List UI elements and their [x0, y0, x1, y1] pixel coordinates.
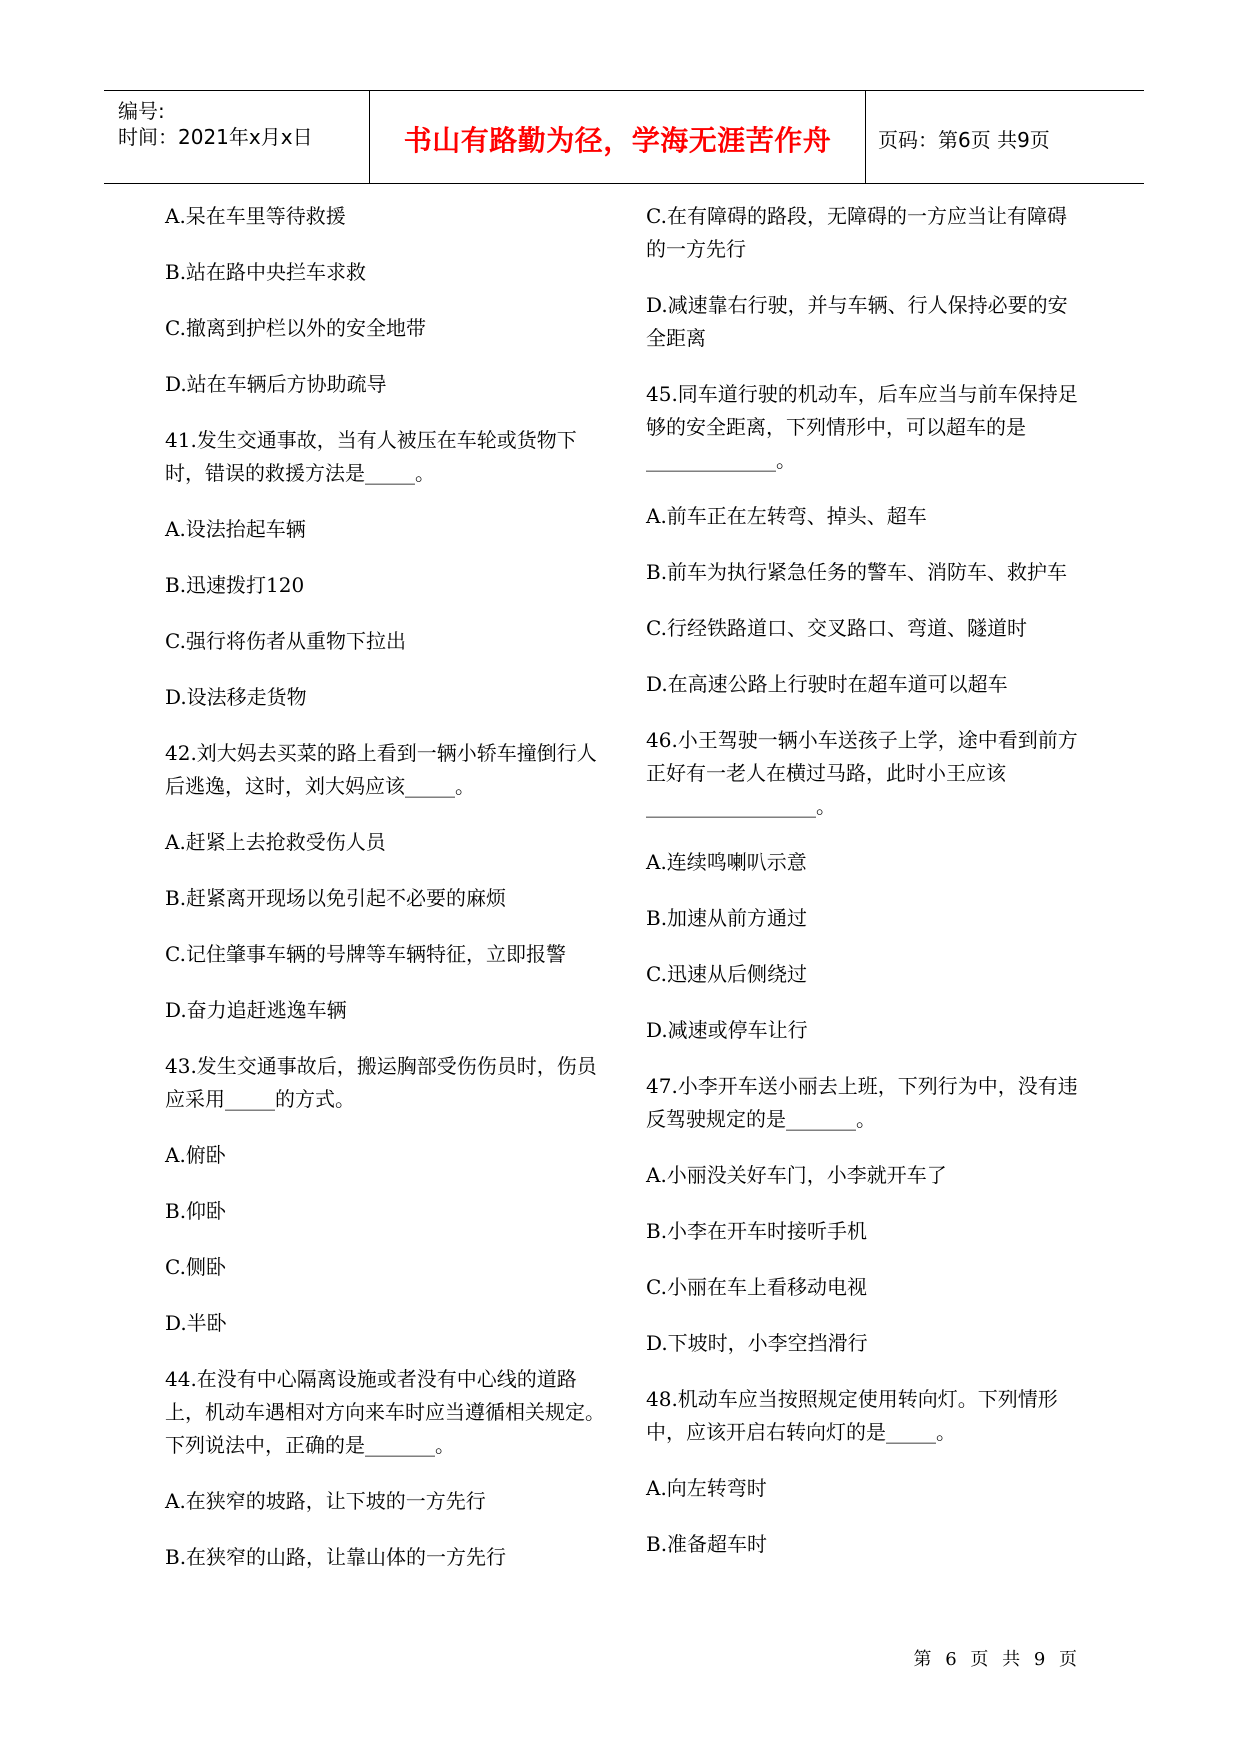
question-paragraph: B.迅速拨打120: [165, 573, 305, 597]
question-paragraph: C.小丽在车上看移动电视: [646, 1275, 867, 1299]
question-paragraph: D.奋力追赶逃逸车辆: [165, 998, 347, 1022]
question-paragraph: B.准备超车时: [646, 1532, 768, 1556]
document-time-label: 时间：2021年x月x日: [118, 125, 313, 149]
question-paragraph: D.站在车辆后方协助疏导: [165, 372, 387, 396]
question-paragraph: B.赶紧离开现场以免引起不必要的麻烦: [165, 886, 507, 910]
question-paragraph: B.前车为执行紧急任务的警车、消防车、救护车: [646, 560, 1068, 584]
left-column: [165, 200, 605, 1597]
question-paragraph: C.在有障碍的路段，无障碍的一方应当让有障碍的一方先行: [646, 204, 1067, 261]
document-number-label: 编号:: [118, 99, 165, 123]
question-paragraph: A.俯卧: [165, 1143, 226, 1167]
question-paragraph: C.行经铁路道口、交叉路口、弯道、隧道时: [646, 616, 1027, 640]
question-paragraph: A.向左转弯时: [646, 1476, 767, 1500]
question-paragraph: A.在狭窄的坡路，让下坡的一方先行: [165, 1489, 486, 1513]
question-paragraph: A.呆在车里等待救援: [165, 204, 346, 228]
question-paragraph: 43.发生交通事故后，搬运胸部受伤伤员时，伤员应采用_____的方式。: [165, 1054, 597, 1111]
header-left-cell: [104, 91, 370, 183]
question-paragraph: B.小李在开车时接听手机: [646, 1219, 868, 1243]
question-paragraph: 44.在没有中心隔离设施或者没有中心线的道路上，机动车遇相对方向来车时应当遵循相关规定。下列说法中，正确的是_______。: [165, 1367, 605, 1457]
question-paragraph: D.设法移走货物: [165, 685, 307, 709]
question-paragraph: C.侧卧: [165, 1255, 226, 1279]
page-header: [104, 90, 1144, 184]
question-paragraph: 46.小王驾驶一辆小车送孩子上学，途中看到前方正好有一老人在横过马路，此时小王应该_________________。: [646, 728, 1078, 818]
question-paragraph: A.赶紧上去抢救受伤人员: [165, 830, 386, 854]
question-paragraph: A.连续鸣喇叭示意: [646, 850, 807, 874]
question-paragraph: C.记住肇事车辆的号牌等车辆特征，立即报警: [165, 942, 566, 966]
question-paragraph: B.加速从前方通过: [646, 906, 808, 930]
header-page-label: 页码：第6页 共9页: [878, 128, 1050, 152]
question-paragraph: 41.发生交通事故，当有人被压在车轮或货物下时，错误的救援方法是_____。: [165, 428, 577, 485]
question-paragraph: 45.同车道行驶的机动车，后车应当与前车保持足够的安全距离，下列情形中，可以超车的是_____________。: [646, 382, 1078, 472]
header-middle-cell: [370, 91, 866, 183]
question-paragraph: A.设法抬起车辆: [165, 517, 306, 541]
question-paragraph: D.下坡时，小李空挡滑行: [646, 1331, 868, 1355]
question-paragraph: 47.小李开车送小丽去上班，下列行为中，没有违反驾驶规定的是_______。: [646, 1074, 1078, 1131]
header-motto: 书山有路勤为径，学海无涯苦作舟: [403, 124, 832, 157]
question-paragraph: D.半卧: [165, 1311, 227, 1335]
page-footer: 第 6 页 共 9 页: [913, 1649, 1081, 1670]
question-paragraph: 42.刘大妈去买菜的路上看到一辆小轿车撞倒行人后逃逸，这时，刘大妈应该_____。: [165, 741, 597, 798]
question-paragraph: D.在高速公路上行驶时在超车道可以超车: [646, 672, 1008, 696]
question-paragraph: B.仰卧: [165, 1199, 227, 1223]
question-paragraph: C.强行将伤者从重物下拉出: [165, 629, 406, 653]
question-paragraph: 48.机动车应当按照规定使用转向灯。下列情形中，应该开启右转向灯的是_____。: [646, 1387, 1058, 1444]
question-paragraph: B.在狭窄的山路，让靠山体的一方先行: [165, 1545, 507, 1569]
header-right-cell: [866, 91, 1144, 183]
question-paragraph: A.小丽没关好车门，小李就开车了: [646, 1163, 947, 1187]
right-column: [646, 200, 1086, 1584]
question-paragraph: D.减速靠右行驶，并与车辆、行人保持必要的安全距离: [646, 293, 1068, 350]
question-paragraph: B.站在路中央拦车求救: [165, 260, 367, 284]
question-paragraph: C.迅速从后侧绕过: [646, 962, 807, 986]
question-paragraph: A.前车正在左转弯、掉头、超车: [646, 504, 927, 528]
question-paragraph: C.撤离到护栏以外的安全地带: [165, 316, 426, 340]
question-paragraph: D.减速或停车让行: [646, 1018, 808, 1042]
